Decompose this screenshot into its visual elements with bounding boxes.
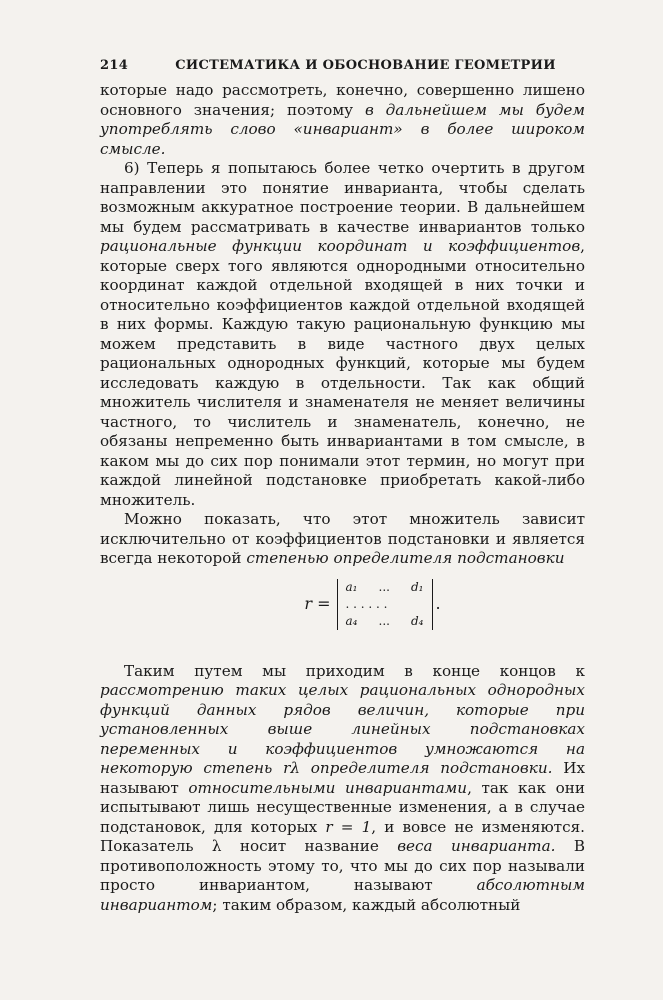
book-page [100, 58, 585, 915]
cell: ... [378, 613, 390, 628]
formula-lhs: r = [304, 594, 331, 614]
p4-italic-j: веса инварианта. [397, 837, 556, 855]
page-number: 214 [100, 58, 129, 73]
p4-text-i: , и вовсе не изменяются. Показатель λ носит название [100, 817, 585, 855]
running-title: СИСТЕМАТИКА И ОБОСНОВАНИЕ ГЕОМЕТРИИ [175, 58, 556, 73]
matrix-row-2 [346, 596, 424, 613]
matrix-row-1 [346, 579, 424, 596]
paragraph-3 [100, 510, 585, 569]
p4-italic-b: рассмотрению таких целых рациональных однородных функций данных рядов величин, которые при установленных выше линейных подстановках переменных и коэффициентов умножаются на некоторую степень [100, 681, 585, 777]
cell: . . . . . . [345, 596, 388, 611]
p4-italic-f: относительными инвариантами [188, 778, 468, 797]
p2-italic: рациональные функции координат и коэффициентов [100, 237, 581, 255]
p4-text-m: ; таким образом, каждый абсолютный [212, 895, 521, 914]
formula-period: . [435, 594, 441, 614]
determinant-matrix [337, 579, 433, 630]
paragraph-1 [100, 81, 585, 159]
p4-italic-l: абсолютным инвариантом [100, 876, 585, 914]
p4-text-g: , так как они испытывают лишь несущественные изменения, а в случае подстановок, для которых [100, 778, 585, 836]
p1-italic: в дальнейшем мы будем употреблять слово «инвариант» в более широком смысле. [100, 100, 585, 158]
page-header [100, 58, 585, 73]
cell: ... [378, 579, 390, 594]
p3-italic: степенью определителя подстановки [246, 549, 565, 567]
p4-text-k: В противоположность этому то, что мы до сих пор называли просто инвариантом, называют [100, 837, 585, 894]
p3-text: Можно показать, что этот множитель зависит исключительно от коэффициентов подстановки и является всегда некоторой [100, 510, 585, 567]
p4-italic-h: r = 1 [325, 817, 372, 836]
p2-text-c: , которые сверх того являются однородными относительно координат каждой отдельной входящей в них точки и относительно коэффициентов каждой отдельной входящей в них формы. Каждую такую рациональную функцию мы можем представить в виде частного двух целых рациональных однородных функций, которые мы будем исследовать каждую в отдельности. Так как общий множитель числителя и знаменателя не меняет величины частного, то числитель и знаменатель, конечно, не обязаны непременно быть инвариантами в том смысле, в каком мы до сих пор понимали этот термин, но могут при каждой линейной подстановке приобретать какой-либо множитель. [100, 237, 585, 509]
cell: a₁ [345, 579, 358, 594]
p4-italic-d: определителя подстановки. [299, 759, 553, 777]
body-text [100, 81, 585, 915]
cell: d₄ [411, 613, 424, 628]
cell: a₄ [345, 613, 358, 628]
paragraph-2 [100, 159, 585, 510]
determinant-formula [100, 579, 585, 630]
p4-text-e: Их называют [100, 759, 586, 797]
p4-power: rλ [283, 759, 300, 777]
cell: d₁ [411, 579, 424, 594]
p1-text: которые надо рассмотреть, конечно, совершенно лишено основного значения; поэтому [100, 81, 585, 119]
p4-text-a: Таким путем мы приходим в конце концов к [124, 661, 585, 680]
p2-text-a: 6) Теперь я попытаюсь более четко очертить в другом направлении это понятие инварианта, чтобы сделать возможным аккуратное построение теории. В дальнейшем мы будем рассматривать в качестве инвариантов только [100, 159, 585, 236]
matrix-row-3 [346, 613, 424, 630]
paragraph-4 [100, 662, 585, 916]
